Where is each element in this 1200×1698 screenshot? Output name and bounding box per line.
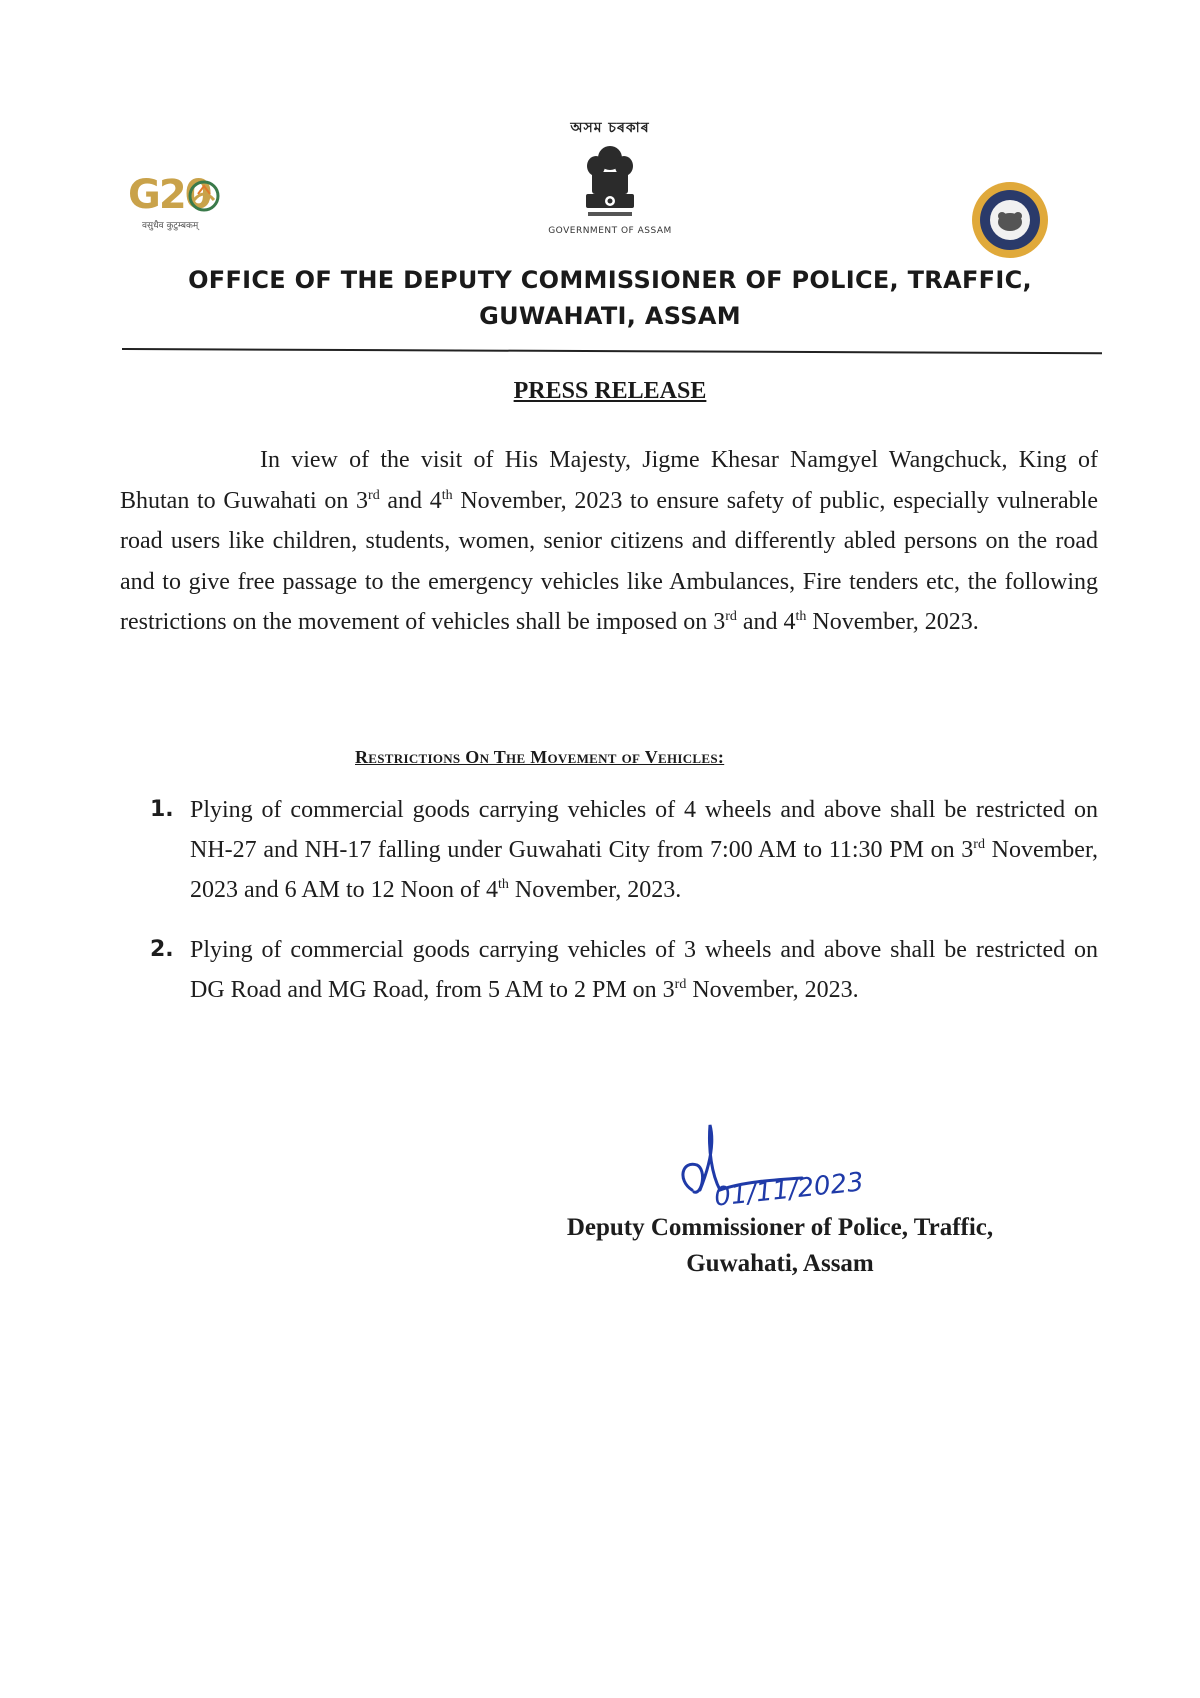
g20-logo xyxy=(128,172,228,242)
office-heading-line1: OFFICE OF THE DEPUTY COMMISSIONER OF POLICE, TRAFFIC, xyxy=(188,266,1032,294)
restriction-sup: rd xyxy=(973,837,985,852)
restriction-item xyxy=(150,790,1098,910)
restriction-text: Plying of commercial goods carrying vehicles of 3 wheels and above shall be restricted on DG Road and MG Road, from 5 AM to 2 PM on 3 xyxy=(190,937,1098,1003)
restriction-item xyxy=(150,930,1098,1010)
signatory-block xyxy=(520,1210,1040,1282)
body-text-4: and 4 xyxy=(736,609,796,635)
body-sup-3: rd xyxy=(725,609,737,624)
office-heading xyxy=(115,262,1105,334)
emblem-heading: অসম চৰকাৰ xyxy=(570,120,650,136)
signatory-designation: Deputy Commissioner of Police, Traffic, xyxy=(566,1214,994,1241)
restriction-sup: rd xyxy=(674,977,687,992)
restrictions-heading: Restrictions On The Movement of Vehicles: xyxy=(355,747,725,767)
heading-divider xyxy=(122,348,1102,354)
g20-logo-text: G20 xyxy=(128,172,211,218)
office-heading-line2: GUWAHATI, ASSAM xyxy=(479,302,741,330)
body-sup-2: th xyxy=(441,487,453,503)
restriction-text: November, 2023. xyxy=(508,877,682,903)
restrictions-list xyxy=(150,790,1098,1030)
press-release-title: PRESS RELEASE xyxy=(513,378,707,404)
government-emblem xyxy=(535,116,685,246)
g20-logo-icon xyxy=(186,178,222,214)
restriction-number: 2. xyxy=(150,937,174,962)
emblem-caption: GOVERNMENT OF ASSAM xyxy=(548,226,672,236)
restriction-text: Plying of commercial goods carrying vehicles of 4 wheels and above shall be restricted on NH-27 and NH-17 falling under Guwahati City from 7:00 AM to 11:30 PM on 3 xyxy=(190,797,1098,863)
assam-police-badge-icon xyxy=(970,180,1050,260)
body-sup-1: rd xyxy=(368,487,380,503)
body-text-1: In view of the visit of His Majesty, Jigme Khesar Namgyel Wangchuck, King of Bhutan to Guwahati on 3 xyxy=(120,447,1098,514)
signature-date: 01/11/2023 xyxy=(712,1167,866,1213)
restriction-number: 1. xyxy=(150,797,174,822)
restriction-sup: th xyxy=(498,877,509,892)
body-text-3: November, 2023 to ensure safety of public, especially vulnerable road users like children, students, women, senior citizens and differently abled persons on the road and to give free passage to the emergency vehicles like Ambulances, Fire tenders etc, the following restrictions on the movement of vehicles shall be imposed on 3 xyxy=(120,487,1098,635)
g20-tagline: वसुधैव कुटुम्बकम् xyxy=(142,221,199,231)
restriction-text: November, 2023. xyxy=(686,977,859,1003)
body-paragraph xyxy=(120,440,1098,643)
restriction-text: November, 2023 and 6 AM to 12 Noon of 4 xyxy=(190,837,1098,903)
body-text-2: and 4 xyxy=(379,487,442,514)
national-emblem-icon xyxy=(580,142,640,224)
body-text-5: November, 2023. xyxy=(806,609,979,635)
signatory-place: Guwahati, Assam xyxy=(686,1250,874,1277)
body-sup-4: th xyxy=(795,609,807,624)
